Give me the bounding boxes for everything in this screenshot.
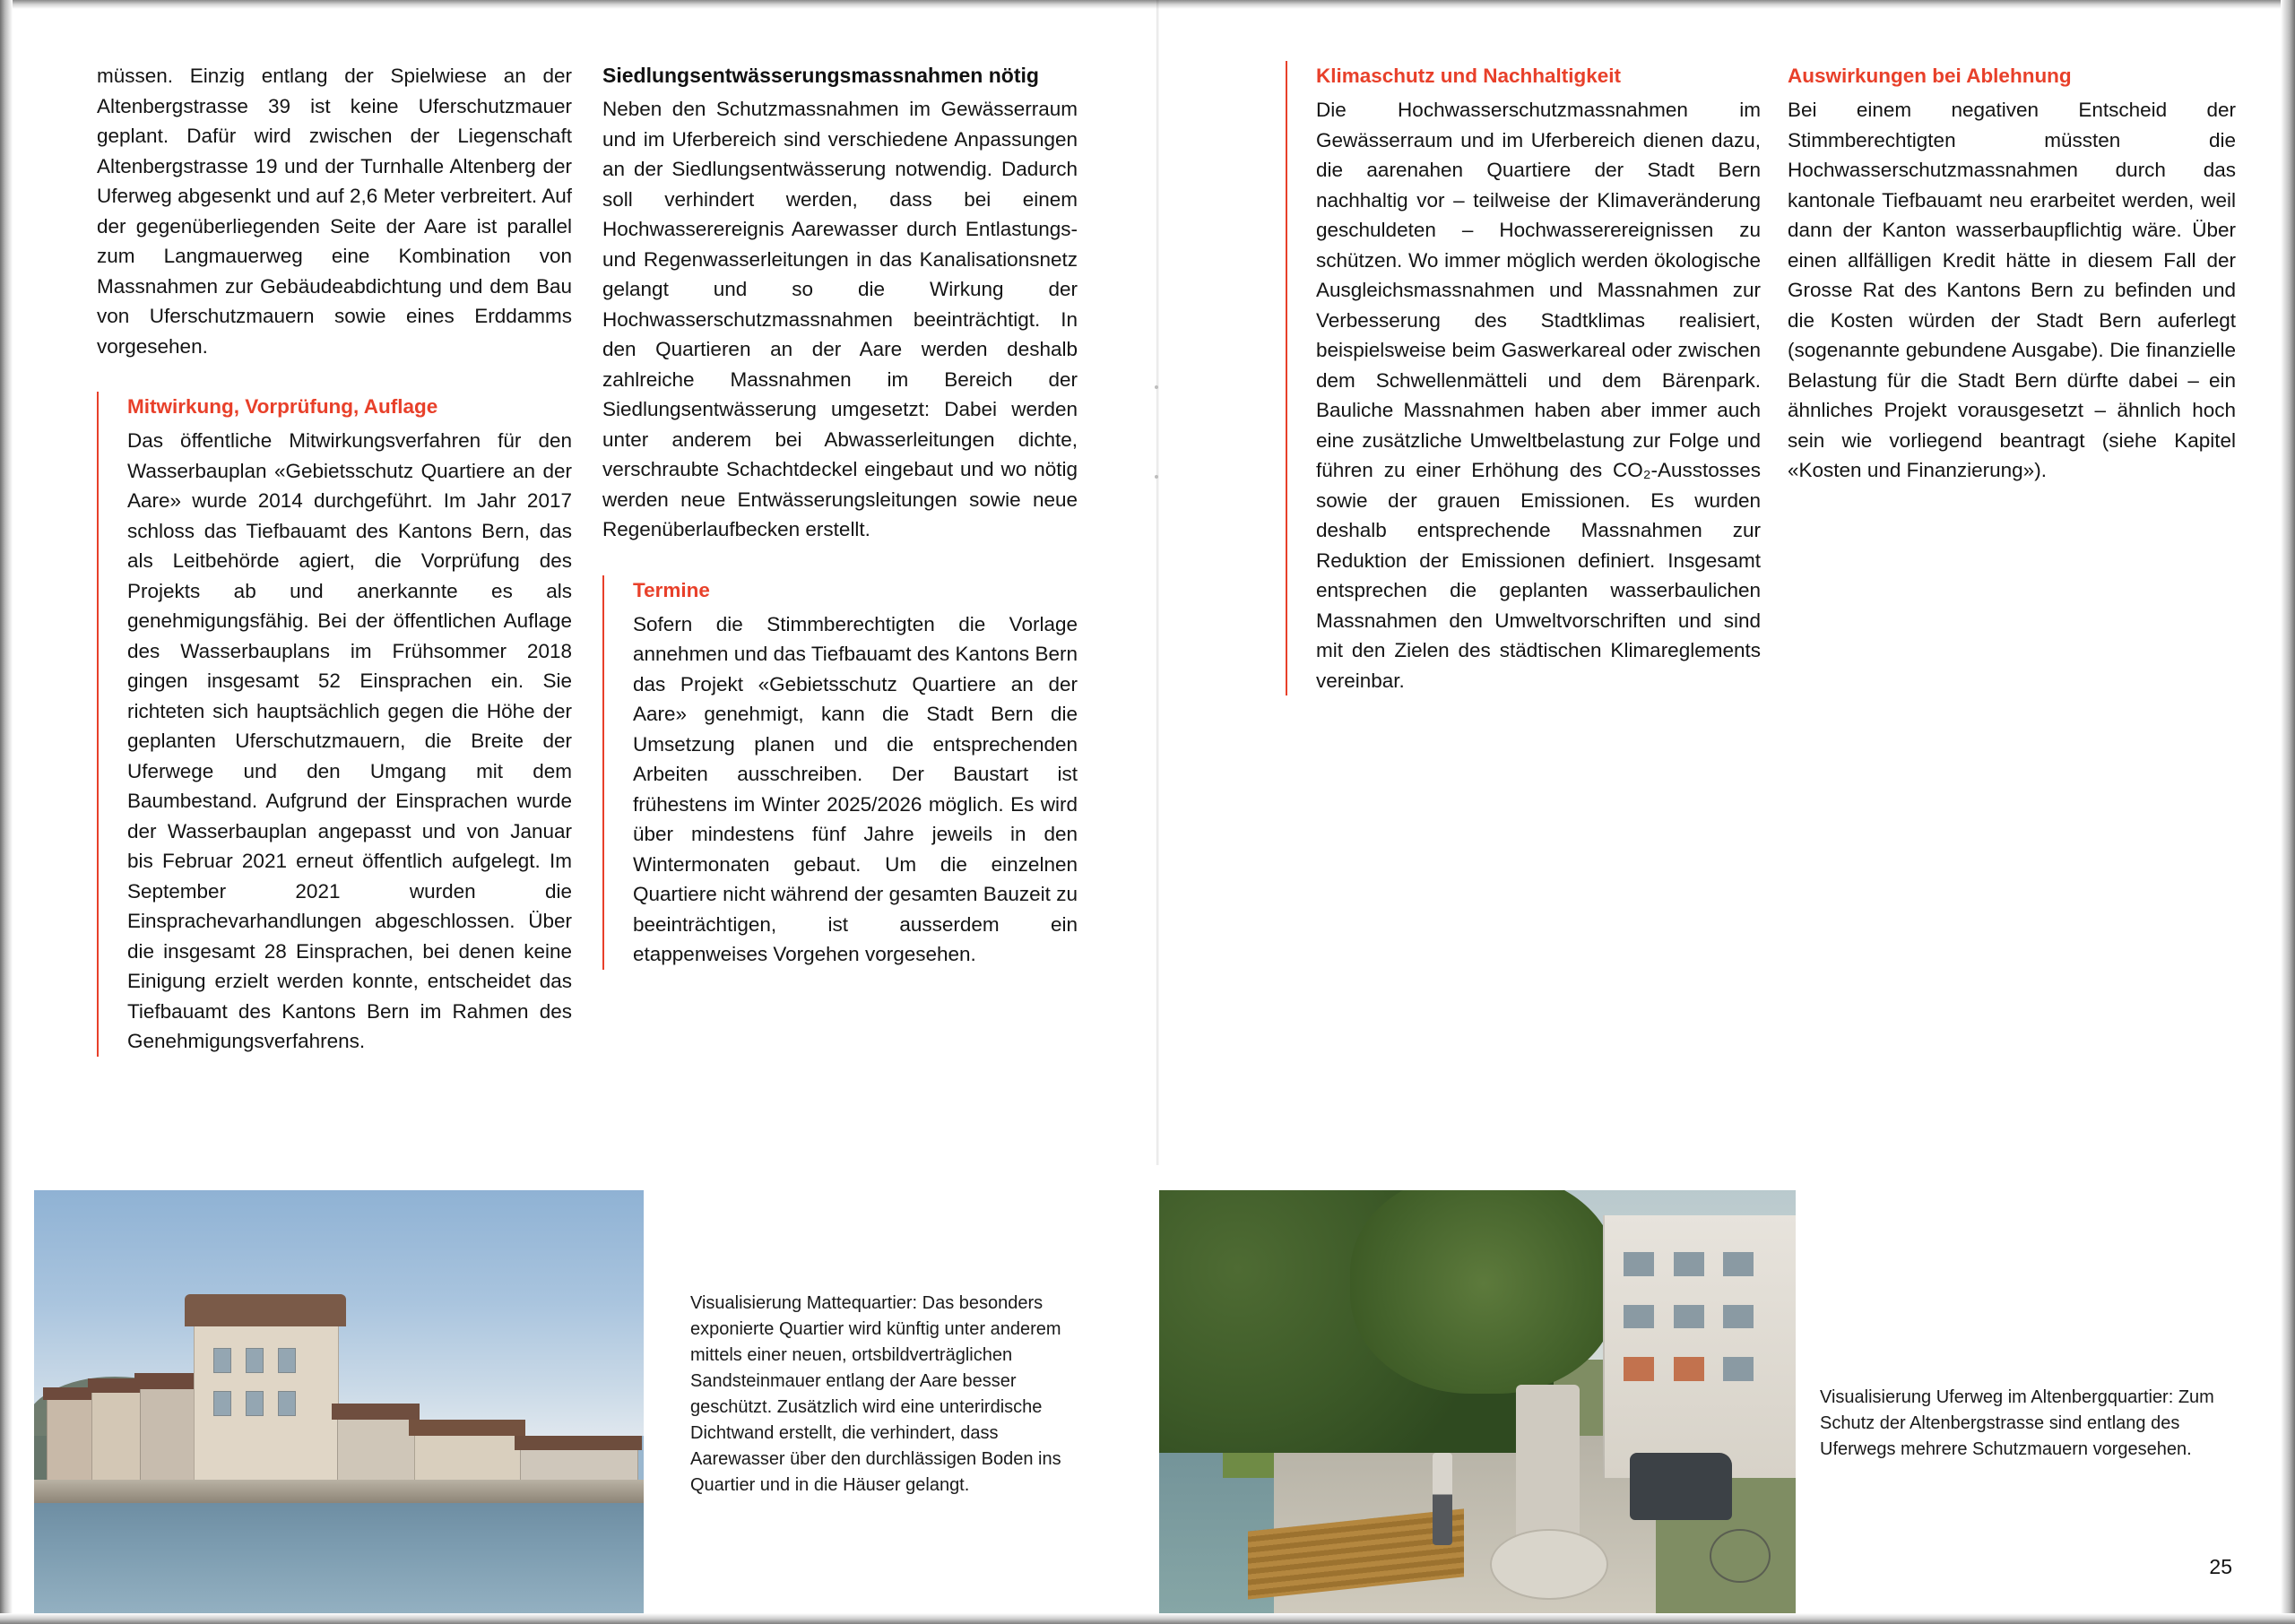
section-heading-mitwirkung: Mitwirkung, Vorprüfung, Auflage [127,395,438,418]
photo-window [246,1391,264,1416]
matte-caption: Visualisierung Mattequartier: Das besonders exponierte Quartier wird künftig unter anderem mittels einer neuen, ortsbildverträglichen Sandsteinmauer entlang der Aare besser geschützt. Zusätzlich wird eine unterirdische Dichtwand erstellt, die verhindert, dass Aarewasser über den durchlässigen Boden ins Quartier und in die Häuser gelangt. [690,1293,1061,1495]
section-mitwirkung [97,392,572,1057]
vis-window [1674,1252,1704,1275]
vis-window [1674,1305,1704,1328]
photo-window [278,1348,296,1373]
photo-main-roof [185,1294,346,1326]
vis-window [1624,1305,1654,1328]
vis-pedestrian [1433,1453,1451,1546]
continued-paragraph: müssen. Einzig entlang der Spielwiese an der Altenbergstrasse 39 ist keine Uferschutzmauer geplant. Dafür wird zwischen der Liegenschaft Altenbergstrasse 19 und der Turnhalle Altenberg der Uferweg abgesenkt und auf 2,6 Meter verbreitert. Auf der gegenüberliegenden Seite der Aare ist parallel zum Langmauerweg eine Kombination von Massnahmen zur Gebäudeabdichtung und dem Bau von Uferschutzmauern sowie eines Erddamms vorgesehen. [97,65,572,358]
uferweg-caption: Visualisierung Uferweg im Altenbergquartier: Zum Schutz der Altenbergstrasse sind entlang des Uferwegs mehrere Schutzmauern vorgesehen. [1820,1387,2214,1459]
matte-quarter-photo [34,1190,644,1613]
vis-fountain-basin [1490,1529,1608,1601]
photo-window [246,1348,264,1373]
scan-edge-left [0,0,13,1624]
vis-window [1624,1252,1654,1275]
section-heading-termine: Termine [633,578,710,601]
gutter-mark [1155,475,1158,479]
scan-edge-top [0,0,2295,9]
page-number: 25 [2209,1555,2232,1578]
vis-window [1723,1305,1754,1328]
scan-edge-bottom [0,1613,2295,1624]
vis-tree-canopy [1350,1190,1617,1394]
photo-window [213,1348,231,1373]
section-termine [602,575,1078,970]
section-body-mitwirkung: Das öffentliche Mitwirkungsverfahren für den Wasserbauplan «Gebietsschutz Quartiere an der Aare» wurde 2014 durchgeführt. Im Jahr 2017 schloss das Tiefbauamt des Kantons Bern, das als Leitbehörde agiert, die Vorprüfung des Projekts ab und anerkannte es als genehmigungsfähig. Bei der öffentlichen Auflage des Wasserbauplans im Frühsommer 2018 gingen insgesamt 52 Einsprachen ein. Sie richteten sich hauptsächlich gegen die Höhe der geplanten Uferschutzmauern, die Breite der Uferwege und den Umgang mit dem Baumbestand. Aufgrund der Einsprachen wurde der Wasserbauplan angepasst und von Januar bis Februar 2021 erneut öffentlich aufgelegt. Im September 2021 wurden die Einsprachevarhandlungen abgeschlossen. Über die insgesamt 28 Einsprachen, bei denen keine Einigung erzielt werden konnte, entscheidet das Tiefbauamt des Kantons Bern im Rahmen des Genehmigungsverfahrens. [127,429,572,1052]
vis-parked-car [1630,1453,1732,1521]
body-siedlungsentwaesserung: Neben den Schutzmassnahmen im Gewässerraum und im Uferbereich sind verschiedene Anpassungen an der Siedlungsentwässerung notwendig. Dadurch soll verhindert werden, dass bei einem Hochwasserereignis Aarewasser durch Entlastungs- und Regenwasserleitungen in das Kanalisationsnetz gelangt und so die Wirkung der Hochwasserschutzmassnahmen beeinträchtigt. In den Quartieren an der Aare werden deshalb zahlreiche Massnahmen im Bereich der Siedlungsentwässerung umgesetzt: Dabei werden unter anderem bei Abwasserleitungen dichte, verschraubte Schachtdeckel eingebaut und wo nötig werden neue Entwässerungsleitungen sowie neue Regenüberlaufbecken erstellt. [602,98,1078,540]
vis-balcony [1674,1357,1704,1380]
section-heading-auswirkungen: Auswirkungen bei Ablehnung [1788,65,2072,87]
vis-window [1723,1252,1754,1275]
column-1 [97,61,572,1057]
photo-roof [515,1436,642,1450]
column-3 [1286,61,1761,695]
vis-window [1723,1357,1754,1380]
section-body-klimaschutz: Die Hochwasserschutzmassnahmen im Gewässerraum und im Uferbereich dienen dazu, die aarenahen Quartiere der Stadt Bern nachhaltig vor – teilweise der Klimaveränderung geschuldeten – Hochwasserereignissen zu schützen. Wo immer möglich werden ökologische Ausgleichsmassnahmen und Massnahmen zur Verbesserung des Stadtklimas realisiert, beispielsweise beim Gaswerkareal oder zwischen dem Schwellenmätteli und dem Bärenpark. Bauliche Massnahmen haben aber immer auch eine zusätzliche Umweltbelastung zur Folge und führen zu einer Erhöhung des CO₂-Ausstosses sowie der grauen Emissionen. Es wurden deshalb entsprechende Massnahmen zur Reduktion der Emissionen definiert. Insgesamt entsprechen die geplanten wasserbaulichen Massnahmen den Umweltvorschriften und sind mit den Zielen des städtischen Klimareglements vereinbar. [1316,99,1761,692]
photo-roof [409,1420,525,1436]
photo-window [213,1391,231,1416]
vis-bicycle [1710,1529,1771,1584]
section-auswirkungen [1788,61,2236,486]
column-4 [1788,61,2236,486]
photo-window [278,1391,296,1416]
column-2 [602,61,1078,970]
gutter-mark [1155,385,1158,389]
section-body-auswirkungen: Bei einem negativen Entscheid der Stimmberechtigten müssten die Hochwasserschutzmassnahmen durch das kantonale Tiefbauamt neu erarbeitet werden, weil dann der Kanton wasserbaupflichtig wäre. Über einen allfälligen Kredit hätte in diesem Fall der Grosse Rat des Kantons Bern zu befinden und die Kosten würden der Stadt Bern auferlegt (sogenannte gebundene Ausgabe). Die finanzielle Belastung für die Stadt Bern dürfte dabei – ein ähnliches Projekt vorausgesetzt – ähnlich hoch sein wie vorliegend beantragt (siehe Kapitel «Kosten und Finanzierung»). [1788,99,2236,481]
section-klimaschutz [1286,61,1761,695]
photo-roof [332,1404,420,1420]
scan-edge-right [2281,0,2295,1624]
photo-river-bank [34,1480,644,1503]
photo-roof [134,1373,197,1389]
heading-siedlungsentwaesserung: Siedlungsentwässerungsmassnahmen nötig [602,64,1039,87]
section-heading-klimaschutz: Klimaschutz und Nachhaltigkeit [1316,65,1622,87]
vis-apartment-building [1603,1215,1796,1478]
section-body-termine: Sofern die Stimmberechtigten die Vorlage annehmen und das Tiefbauamt des Kantons Bern das Projekt «Gebietsschutz Quartiere an der Aare» genehmigt, kann die Stadt Bern die Umsetzung planen und die entsprechenden Arbeiten ausschreiben. Der Baustart ist frühestens im Winter 2025/2026 möglich. Es wird über mindestens fünf Jahre jeweils in den Wintermonaten gebaut. Um die einzelnen Quartiere nicht während der gesamten Bauzeit zu beeinträchtigen, ist ausserdem ein etappenweises Vorgehen vorgesehen. [633,612,1078,965]
page-gutter [1156,0,1159,1165]
vis-balcony [1624,1357,1654,1380]
photo-river-aare [34,1503,644,1613]
uferweg-altenberg-visualisation [1159,1190,1796,1613]
